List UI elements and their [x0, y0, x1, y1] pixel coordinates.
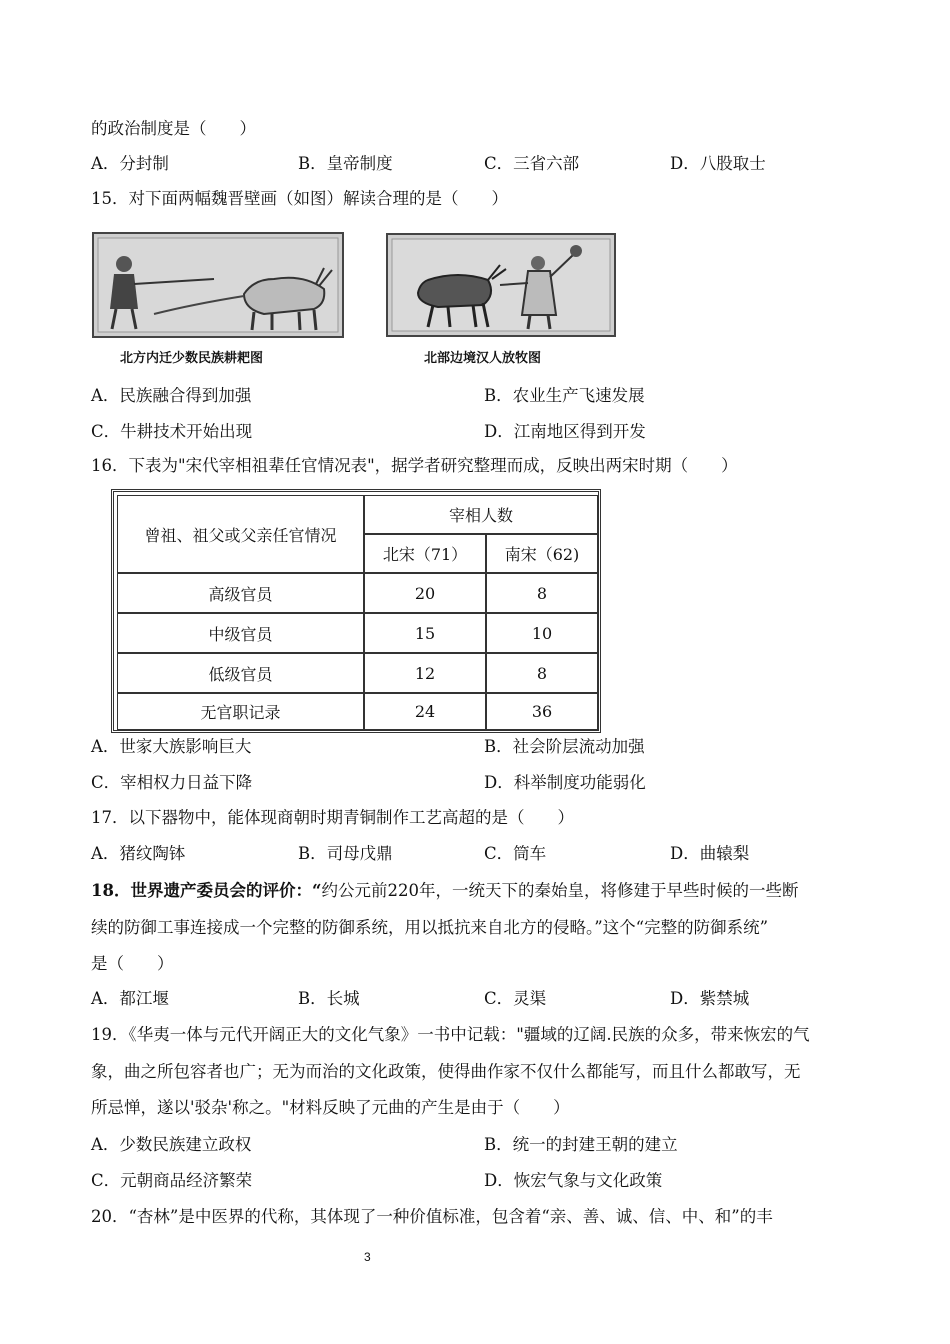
officials-table: [111, 489, 601, 733]
table-row-header: 曾祖、祖父或父亲任官情况: [117, 495, 364, 573]
q14-option-c: C．三省六部: [484, 154, 580, 173]
q19-option-c: C．元朝商品经济繁荣: [91, 1171, 253, 1190]
mural-plowing-caption: 北方内迁少数民族耕耙图: [120, 351, 264, 366]
q18-line-1: [91, 880, 798, 902]
q14-stem-tail: 的政治制度是（ ）: [91, 119, 256, 138]
q14-option-d: D．八股取士: [670, 154, 766, 173]
q19-option-a: A．少数民族建立政权: [91, 1135, 252, 1154]
q17-option-d: D．曲辕梨: [670, 844, 750, 863]
q19-option-d: D．恢宏气象与文化政策: [484, 1171, 663, 1190]
q18-option-b: B．长城: [298, 989, 360, 1008]
q18-option-d: D．紫禁城: [670, 989, 750, 1008]
q17-option-b: B．司母戊鼎: [298, 844, 393, 863]
table-cell-south: 8: [486, 573, 598, 613]
q19-line-3: 所忌惮，遂以'驳杂'称之。"材料反映了元曲的产生是由于（ ）: [91, 1098, 570, 1117]
q18-source-label: 18．世界遗产委员会的评价：“: [91, 881, 322, 900]
q18-line-3: 是（ ）: [91, 954, 174, 973]
q14-option-a: A．分封制: [91, 154, 169, 173]
table-col-north: 北宋（71）: [364, 534, 486, 573]
mural-herding-caption: 北部边境汉人放牧图: [424, 351, 542, 366]
q17-stem: 17．以下器物中，能体现商朝时期青铜制作工艺高超的是（ ）: [91, 808, 574, 827]
table-cell-north: 12: [364, 653, 486, 693]
table-group-header: 宰相人数: [364, 495, 598, 534]
q15-option-a: A．民族融合得到加强: [91, 386, 252, 405]
q18-line-2: 续的防御工事连接成一个完整的防御系统，用以抵抗来自北方的侵略。”这个“完整的防御系统”: [91, 918, 769, 937]
q15-option-d: D．江南地区得到开发: [484, 422, 646, 441]
q14-option-b: B．皇帝制度: [298, 154, 393, 173]
q15-option-b: B．农业生产飞速发展: [484, 386, 645, 405]
table-row-label: 高级官员: [117, 573, 364, 613]
mural-herding-image: [386, 233, 616, 337]
table-row-label: 无官职记录: [117, 693, 364, 730]
q16-option-d: D．科举制度功能弱化: [484, 773, 646, 792]
q18-option-a: A．都江堰: [91, 989, 169, 1008]
q20-line-1: 20．“杏林”是中医界的代称，其体现了一种价值标准，包含着“亲、善、诚、信、中、和”的丰: [91, 1207, 773, 1226]
q19-line-1: 19．《华夷一体与元代开阔正大的文化气象》一书中记载："疆域的辽阔.民族的众多，带来恢宏的气: [91, 1025, 810, 1044]
q18-quote-start: 约公元前220年，一统天下的秦始皇，将修建于早些时候的一些断: [321, 881, 799, 900]
page-number: 3: [364, 1250, 371, 1264]
table-cell-north: 20: [364, 573, 486, 613]
q17-option-c: C．筒车: [484, 844, 547, 863]
table-cell-north: 24: [364, 693, 486, 730]
q16-option-a: A．世家大族影响巨大: [91, 737, 252, 756]
q17-option-a: A．猪纹陶钵: [91, 844, 186, 863]
q18-option-c: C．灵渠: [484, 989, 547, 1008]
mural-plowing-image: [92, 232, 344, 338]
table-cell-south: 8: [486, 653, 598, 693]
q19-line-2: 象，曲之所包容者也广；无为而治的文化政策，使得曲作家不仅什么都能写，而且什么都敢写，无: [91, 1062, 801, 1081]
q16-stem: 16．下表为"宋代宰相祖辈任官情况表"，据学者研究整理而成，反映出两宋时期（ ）: [91, 456, 738, 475]
q15-stem: 15．对下面两幅魏晋壁画（如图）解读合理的是（ ）: [91, 189, 508, 208]
table-cell-north: 15: [364, 613, 486, 653]
table-cell-south: 36: [486, 693, 598, 730]
table-row-label: 中级官员: [117, 613, 364, 653]
table-row-label: 低级官员: [117, 653, 364, 693]
q16-option-c: C．宰相权力日益下降: [91, 773, 253, 792]
table-col-south: 南宋（62): [486, 534, 598, 573]
q16-option-b: B．社会阶层流动加强: [484, 737, 645, 756]
q19-option-b: B．统一的封建王朝的建立: [484, 1135, 678, 1154]
table-cell-south: 10: [486, 613, 598, 653]
q15-option-c: C．牛耕技术开始出现: [91, 422, 253, 441]
